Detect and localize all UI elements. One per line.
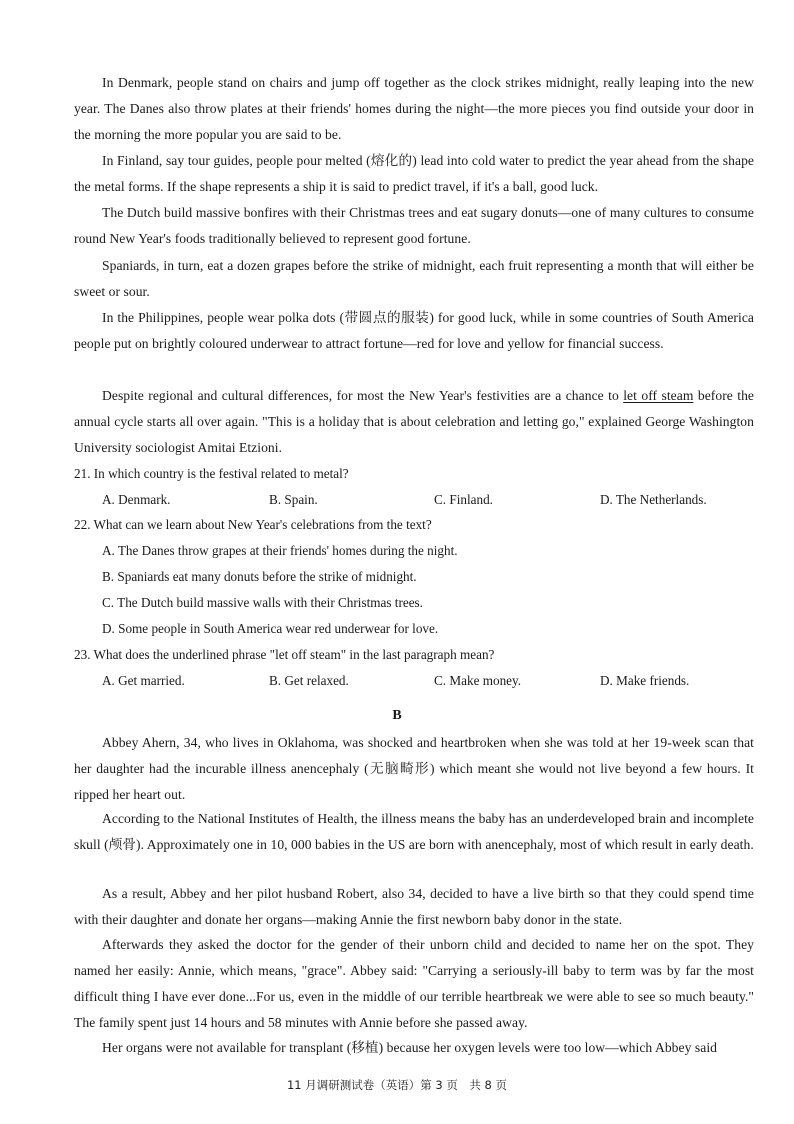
paragraph-dutch: The Dutch build massive bonfires with their Christmas trees and eat sugary donuts—one of many cultures to consume round New Year's foods traditionally believed to represent good fortune. [74,205,754,246]
question-22-stem: 22. What can we learn about New Year's celebrations from the text? [74,517,432,532]
paragraph-organs: Her organs were not available for transplant (移植) because her oxygen levels were too low—which Abbey said [102,1040,718,1055]
question-23-option-d: D. Make friends. [600,673,690,688]
paragraph-festivities [74,383,754,461]
underlined-phrase: let off steam [623,388,694,403]
question-21-options [102,487,752,513]
question-21-option-b: B. Spain. [269,492,318,507]
paragraph-live-birth: As a result, Abbey and her pilot husband Robert, also 34, decided to have a live birth so that they could spend time with their daughter and donate her organs—making Annie the first newborn baby donor in the state. [74,886,754,927]
paragraph-festivities-text-1: Despite regional and cultural differences, for most the New Year's festivities are a chance to [102,388,624,403]
paragraph-philippines: In the Philippines, people wear polka dots (带圆点的服装) for good luck, while in some countries of South America people put on brightly coloured underwear to attract fortune—red for love and yellow for financial success. [74,310,754,351]
question-22-option-c: C. The Dutch build massive walls with their Christmas trees. [102,595,423,610]
paragraph-naming: Afterwards they asked the doctor for the gender of their unborn child and decided to name her on the spot. They named her easily: Annie, which means, "grace". Abbey said: "Carrying a seriously-ill baby to term was by far the most difficult thing I have ever done...For us, even in the middle of our terrible heartbreak we were able to see so much beauty." The family spent just 14 hours and 58 minutes with Annie before she passed away. [74,937,754,1030]
question-21-option-d: D. The Netherlands. [600,492,707,507]
paragraph-denmark: In Denmark, people stand on chairs and jump off together as the clock strikes midnight, really leaping into the new year. The Danes also throw plates at their friends' homes during the night—the more pieces you find outside your door in the morning the more popular you are said to be. [74,75,754,142]
question-22-option-d: D. Some people in South America wear red underwear for love. [102,621,439,636]
question-22-option-b: B. Spaniards eat many donuts before the strike of midnight. [102,569,417,584]
paragraph-finland: In Finland, say tour guides, people pour melted (熔化的) lead into cold water to predict the year ahead from the shape the metal forms. If the shape represents a ship it is said to predict travel, if it's a ball, good luck. [74,153,754,194]
question-23-option-b: B. Get relaxed. [269,673,349,688]
question-21-option-c: C. Finland. [434,492,493,507]
question-23-option-a: A. Get married. [102,673,185,688]
question-21-stem: 21. In which country is the festival related to metal? [74,466,349,481]
section-b-title: B [392,708,402,723]
question-21-option-a: A. Denmark. [102,492,171,507]
question-23-option-c: C. Make money. [434,673,522,688]
question-23-options [102,668,752,694]
page-footer: 11 月调研测试卷（英语）第 3 页 共 8 页 [286,1078,508,1092]
paragraph-abbey-ahern: Abbey Ahern, 34, who lives in Oklahoma, was shocked and heartbroken when she was told at her 19-week scan that her daughter had the incurable illness anencephaly (无脑畸形) which meant she would not live beyond a few hours. It ripped her heart out. [74,735,754,802]
paragraph-spaniards: Spaniards, in turn, eat a dozen grapes before the strike of midnight, each fruit representing a month that will either be sweet or sour. [74,258,754,299]
paragraph-festivities-text-2: before the annual cycle starts all over again. "This is a holiday that is about celebration and letting go," explained George Washington University sociologist Amitai Etzioni. [74,388,755,455]
paragraph-nih: According to the National Institutes of Health, the illness means the baby has an underdeveloped brain and incomplete skull (颅骨). Approximately one in 10, 000 babies in the US are born with anencephaly, most of which result in early death. [74,811,754,852]
question-22-option-a: A. The Danes throw grapes at their friends' homes during the night. [102,543,458,558]
question-23-stem: 23. What does the underlined phrase "let off steam" in the last paragraph mean? [74,647,495,662]
